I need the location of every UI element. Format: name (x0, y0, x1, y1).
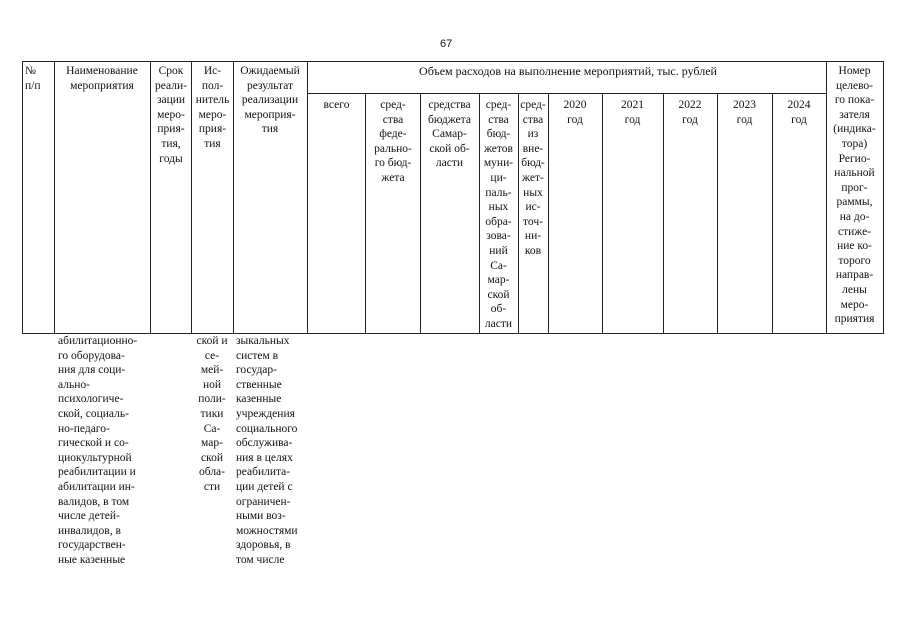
header-name: Наименование мероприятия (66, 65, 138, 92)
row-result: зыкальных систем в государ- ственные казенные учреждения социального обслужива- ния в целях реабилита- ции детей с ограничен- ными воз- можностями здоровья, в том числе (236, 335, 298, 566)
header-number: № п/п (25, 65, 41, 92)
header-municipal: сред- ства бюд- жетов муни- ци- паль- ных обра- зова- ний Са- мар- ской об- ласти (483, 99, 514, 330)
header-year-2024: 2024 год (787, 99, 811, 126)
header-regional: средства бюджета Самар- ской об- ласти (428, 99, 471, 170)
header-expenses-title: Объем расходов на выполнение мероприятий, тыс. рублей (419, 64, 717, 78)
page-number: 67 (440, 38, 453, 50)
row-executor: ской и се- мей- ной поли- тики Са- мар- ской обла- сти (196, 335, 228, 493)
header-year-2022: 2022 год (678, 99, 702, 126)
row-name: абилитационно- го оборудова- ния для соци- ально- психологиче- ской, социаль- но-педаго- гической и со- циокультурной реабилитации и абилитации ин- валидов, в том числе детей- инвалидов, в государствен- ные казенные (58, 335, 138, 566)
header-year-2020: 2020 год (563, 99, 587, 126)
header-total: всего (323, 99, 350, 111)
header-indicator: Номер целево- го пока- зателя (индика- тора) Регио- нальной прог- раммы, на до- стиже- ние ко- торого направ- лены меро- приятия (833, 65, 876, 326)
header-result: Ожидаемый результат реализации мероприя- тия (240, 65, 300, 136)
header-term: Срок реали- зации меро- прия- тия, годы (155, 65, 187, 165)
header-federal: сред- ства феде- рально- го бюд- жета (374, 99, 412, 184)
header-year-2021: 2021 год (621, 99, 644, 126)
header-executor: Ис- пол- нитель меро- прия- тия (195, 65, 230, 150)
header-year-2023: 2023 год (733, 99, 756, 126)
header-extra: сред- ства из вне- бюд- жет- ных ис- точ- ни- ков (520, 99, 546, 257)
